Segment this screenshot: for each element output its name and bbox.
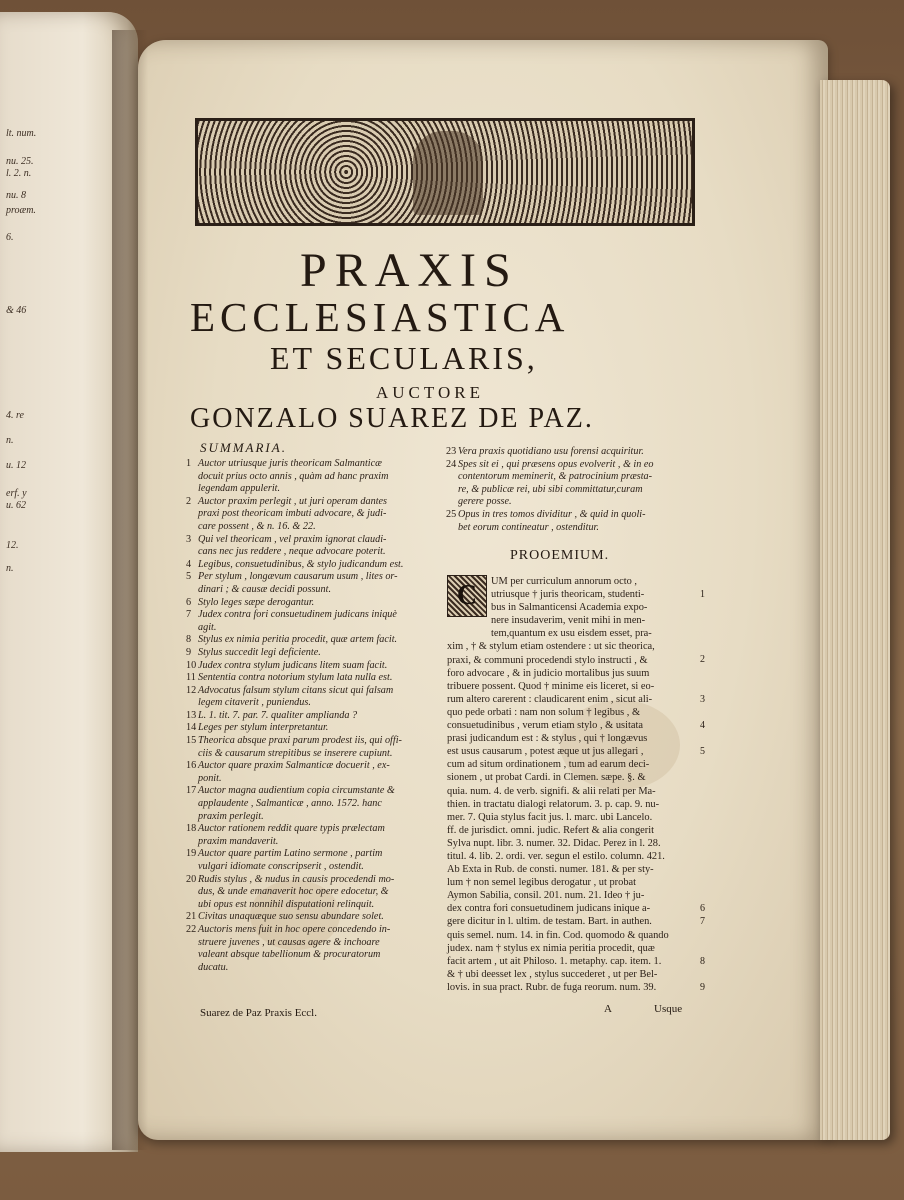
summary-line: ciis & causarum strepitibus se inserere cupiunt. (198, 747, 393, 759)
summary-number: 13 (186, 709, 197, 721)
summary-line: bet eorum contineatur , ostenditur. (458, 521, 599, 533)
prooemium-line: est usus causarum , potest æque ut jus allegari , (447, 746, 644, 758)
prooemium-line: foro advocare , & in judicio mortalibus jus suum (447, 667, 650, 679)
summary-line (446, 509, 696, 522)
summary-line: dus, & unde emanaverit hoc opere edocetur, & (198, 886, 389, 898)
margin-number (700, 667, 714, 680)
prooemium-line: sionem , ut probat Cardi. in Clemen. sæpe. §. & (447, 772, 646, 784)
summary-text: Vera praxis quotidiano usu forensi acquiritur. (458, 446, 644, 457)
prooemium-line: cum ad situm ordinationem , tum ad earum deci- (447, 759, 650, 771)
margin-number (700, 889, 714, 902)
summary-text: Opus in tres tomos dividitur , & quid in quoli- (458, 508, 646, 520)
spine-shadow (112, 30, 148, 1150)
prooemium-line: quia. num. 4. de verb. signifi. & alii relati per Ma- (447, 785, 656, 797)
prooemium-line: Ab Exta in Rub. de consti. numer. 181. & per sty- (447, 864, 654, 876)
summary-number: 22 (186, 923, 197, 935)
margin-number (700, 824, 714, 837)
summary-number: 14 (186, 722, 197, 734)
margin-number: 8 (700, 955, 705, 967)
margin-number (700, 811, 714, 824)
margin-number (700, 706, 714, 719)
signature-mark: A (604, 1003, 612, 1015)
left-page-edge-line: nu. 25. (6, 156, 34, 167)
prooemium-heading: PROOEMIUM. (510, 548, 610, 563)
prooemium-line: gere dicitur in l. ultim. de testam. Bart. in authen. (447, 916, 652, 928)
margin-number (700, 876, 714, 889)
margin-number (700, 968, 714, 981)
decorated-initial: C (447, 575, 487, 617)
margin-number: 3 (700, 693, 705, 705)
summary-line (186, 924, 436, 937)
left-page-edge-line: n. (6, 435, 14, 446)
summary-number: 3 (186, 533, 192, 545)
margin-number: 1 (700, 589, 705, 600)
summary-line: vulgari idiomate conscripserit , ostendit. (198, 861, 364, 872)
summary-text: Judex contra fori consuetudinem judicans iniquè (198, 609, 397, 621)
title-line-2: ECCLESIASTICA (190, 294, 570, 340)
summary-line (186, 672, 436, 685)
summary-number: 25 (446, 508, 457, 520)
summary-number: 2 (186, 495, 192, 507)
summary-line (186, 660, 436, 673)
margin-number: 7 (700, 916, 705, 928)
summary-line: re, & publicæ rei, ubi sibi committatur,curam (458, 483, 643, 495)
summary-text: Judex contra stylum judicans litem suam facit. (198, 659, 388, 671)
margin-number (700, 928, 714, 941)
left-page-edge-line: & 46 (6, 305, 27, 316)
summary-line: legendam appulerit. (198, 483, 281, 495)
prooemium-line: ff. de jurisdict. omni. judic. Refert & alia congerit (447, 824, 654, 836)
summary-line (186, 823, 436, 836)
running-footer: Suarez de Paz Praxis Eccl. (200, 1007, 317, 1019)
summary-line (186, 848, 436, 861)
summary-line (186, 735, 436, 748)
summary-number: 11 (186, 672, 196, 684)
margin-number (700, 837, 714, 850)
prooemium-line: mer. 7. Quia stylus facit jus. l. marc. ubi Lancelo. (447, 811, 653, 823)
summary-line (186, 571, 436, 584)
margin-number (700, 863, 714, 876)
summary-number: 4 (186, 558, 192, 570)
margin-number (700, 850, 714, 863)
prooemium-line: & † ubi deesset lex , stylus succederet , ut per Bel- (447, 968, 658, 980)
margin-number: 5 (700, 746, 705, 758)
prooemium-line: prasi judicandum est : & stylus , qui † longævus (447, 733, 648, 745)
prooemium-line: utriusque † juris theoricam, studenti- (491, 589, 645, 601)
summary-text: Auctor magna audientium copia circumstante & (198, 785, 395, 797)
summary-line: docuit prius octo annis , quàm ad hanc praxim (198, 470, 389, 482)
summary-text: Qui vel theoricam , vel praxim ignorat claudi- (198, 533, 387, 545)
left-page-edge-line: 6. (6, 232, 14, 243)
summary-text: Civitas unaquæque suo sensu abundare solet. (198, 911, 384, 923)
summary-text: L. 1. tit. 7. par. 7. qualiter amplianda ? (198, 709, 358, 721)
summaria-right-column (446, 446, 696, 534)
summary-line: care possent , & n. 16. & 22. (198, 520, 316, 532)
prooemium-line: lum † non semel legibus derogatur , ut probat (447, 877, 637, 889)
summary-text: Spes sit ei , qui præsens opus evolverit , & in eo (458, 458, 654, 470)
summary-line: contentorum meminerit, & patrocinium præsta- (458, 471, 653, 483)
prooemium-line: consuetudinibus , verum etiam stylo , & usitata (447, 720, 643, 732)
summary-line: ubi opus est nonnihil disputationi relinquit. (198, 898, 375, 910)
left-page-edge-line: proæm. (6, 205, 36, 216)
summary-line (186, 685, 436, 698)
summary-number: 15 (186, 735, 197, 747)
title-line-1: PRAXIS (300, 244, 519, 297)
summary-line: ponit. (198, 772, 222, 784)
summary-line (186, 534, 436, 547)
left-page-edge-line: lt. num. (6, 128, 37, 139)
summary-text: Auctor quare praxim Salmanticæ docuerit , ex- (198, 760, 390, 772)
summary-text: Auctoris mens fuit in hoc opere concedendo in- (198, 923, 391, 935)
summary-line: praxim mandaverit. (198, 835, 279, 847)
summary-number: 24 (446, 458, 457, 470)
left-page-edge-line: u. 62 (6, 500, 26, 511)
summary-number: 9 (186, 646, 192, 658)
margin-number: 2 (700, 654, 705, 666)
summary-line (186, 609, 436, 622)
prooemium-line: lovis. in sua pract. Rubr. de fuga reorum. num. 39. (447, 981, 657, 993)
prooemium-line: Aymon Sabilia, consil. 201. num. 21. Ideo † ju- (447, 890, 645, 902)
prooemium-line: xim , † & stylum etiam ostendere : ut sic theorica, (447, 641, 655, 653)
summaria-heading: SUMMARIA. (200, 440, 287, 455)
summary-text: Sententia contra notorium stylum lata nulla est. (198, 672, 393, 684)
summary-line (446, 446, 696, 459)
summary-line (446, 459, 696, 472)
summary-text: Stylus ex nimia peritia procedit, quæ artem facit. (198, 634, 398, 646)
left-page-edge-line: n. (6, 563, 14, 574)
summary-text: Stylo leges sæpe derogantur. (198, 596, 315, 608)
summary-line: gerere posse. (458, 496, 512, 508)
margin-number (700, 942, 714, 955)
summaria-left-column (186, 458, 436, 974)
prooemium-line: dex contra fori consuetudinem judicans inique a- (447, 903, 651, 915)
margin-number: 4 (700, 719, 705, 731)
summary-number: 17 (186, 785, 197, 797)
prooemium-line: bus in Salmanticensi Academia expo- (491, 602, 648, 614)
prooemium-line: Sylva nupt. libr. 3. numer. 32. Didac. Perez in l. 28. (447, 837, 661, 849)
summary-text: Stylus succedit legi deficiente. (198, 646, 321, 658)
summary-number: 5 (186, 571, 192, 583)
prooemium-line: quo pede orbati : nam non solum † legibus , & (447, 706, 641, 718)
prooemium-line: nere insudaverim, venit mihi in men- (491, 615, 646, 627)
margin-number (700, 758, 714, 771)
summary-line (186, 647, 436, 660)
margin-number (700, 640, 714, 653)
prooemium-line: facit artem , ut ait Philoso. 1. metaphy. cap. item. 1. (447, 955, 662, 967)
summary-text: Auctor quare partim Latino sermone , partim (198, 848, 383, 860)
prooemium-line: tribuere possent. Quod † minime eis liceret, si eo- (447, 680, 655, 692)
margin-number (700, 627, 714, 640)
summary-line: dinari ; & causæ decidi possunt. (198, 583, 331, 595)
left-page-edge-line: 4. re (6, 410, 24, 421)
prooemium-line: quis semel. num. 14. in fin. Cod. quomodo & quando (447, 929, 669, 941)
summary-text: Auctor utriusque juris theoricam Salmanticæ (198, 458, 382, 469)
summary-text: Advocatus falsum stylum citans sicut qui falsam (198, 684, 394, 696)
summary-line (186, 785, 436, 798)
margin-numbers (700, 588, 714, 1007)
summary-line: applaudente , Salmanticæ , anno. 1572. hanc (198, 798, 382, 810)
title-line-5: GONZALO SUAREZ DE PAZ. (190, 403, 594, 434)
margin-number (700, 601, 714, 614)
prooemium-line: tem,quantum ex usu eisdem esset, pra- (491, 628, 652, 640)
ornamental-headpiece (195, 118, 695, 226)
summary-text: Legibus, consuetudinibus, & stylo judicandum est. (198, 558, 404, 570)
title-line-3: ET SECULARIS, (270, 340, 538, 376)
summary-text: Theorica absque praxi parum prodest iis, qui offi- (198, 735, 402, 747)
left-page-edge-line: u. 12 (6, 460, 26, 471)
summary-number: 20 (186, 873, 197, 885)
summary-number: 12 (186, 684, 197, 696)
summary-number: 8 (186, 634, 192, 646)
summary-line: agit. (198, 621, 217, 633)
summary-line: struere juvenes , ut causas agere & inchoare (198, 936, 380, 948)
summary-number: 23 (446, 446, 457, 457)
summary-line (186, 722, 436, 735)
summary-text: Per stylum , longævum causarum usum , lites or- (198, 571, 398, 583)
summary-number: 19 (186, 848, 197, 860)
left-page-edge-line: erf. y (6, 488, 27, 499)
summary-line (186, 597, 436, 610)
summary-number: 7 (186, 609, 192, 621)
summary-text: Rudis stylus , & nudus in causis procedendi mo- (198, 873, 395, 885)
prooemium-line: praxi, & communi procedendi stylo instructi , & (447, 654, 648, 666)
summary-line (186, 911, 436, 924)
margin-number (700, 732, 714, 745)
summary-line (186, 710, 436, 723)
prooemium-line: titul. 4. lib. 2. ordi. ver. segun el estilo. column. 421. (447, 850, 665, 862)
summary-number: 21 (186, 911, 197, 923)
summary-line (186, 559, 436, 572)
margin-number: 9 (700, 981, 705, 993)
margin-number (700, 798, 714, 811)
margin-number (700, 680, 714, 693)
summary-number: 6 (186, 596, 192, 608)
prooemium-line: UM per curriculum annorum octo , (491, 576, 638, 587)
prooemium-line: thien. in tractatu dialogi relatorum. 3. p. cap. 9. nu- (447, 798, 660, 810)
summary-line: praxi post theoricam imbuti advocare, & judi- (198, 508, 387, 520)
margin-number (700, 994, 714, 1007)
title-line-4: AUCTORE (376, 383, 484, 402)
left-page-edge-line: nu. 8 (6, 190, 26, 201)
prooemium-line: rum altero carerent : claudicarent enim , sicut ali- (447, 693, 653, 705)
summary-number: 18 (186, 823, 197, 835)
left-page-edge-line: 12. (6, 540, 19, 551)
margin-number (700, 784, 714, 797)
prooemium-text (447, 575, 697, 994)
headpiece-figure (413, 131, 483, 215)
summary-text: Leges per stylum interpretantur. (198, 722, 329, 734)
summary-line: ducatu. (198, 961, 229, 973)
summary-line (186, 496, 436, 509)
summary-number: 1 (186, 458, 192, 469)
catchword: Usque (654, 1003, 683, 1015)
summary-text: Auctor rationem reddit quare typis prælectam (198, 823, 385, 835)
summary-line (186, 874, 436, 887)
page-edges (820, 80, 890, 1140)
margin-number (700, 614, 714, 627)
summary-line: praxim perlegit. (198, 810, 264, 822)
summary-line: cans nec jus reddere , neque advocare poterit. (198, 546, 386, 558)
summary-line (186, 458, 436, 471)
prooemium-line: judex. nam † stylus ex nimia peritia procedit, quæ (447, 942, 655, 954)
summary-text: Auctor praxim perlegit , ut juri operam dantes (198, 495, 388, 507)
summary-line: valeant absque tabellionum & procuratorum (198, 949, 381, 961)
summary-number: 16 (186, 760, 197, 772)
margin-number (700, 771, 714, 784)
summary-line (186, 760, 436, 773)
margin-number: 6 (700, 903, 705, 915)
summary-line: legem citaverit , puniendus. (198, 697, 311, 709)
summary-line (186, 634, 436, 647)
summary-number: 10 (186, 659, 197, 671)
left-page-edge-line: l. 2. n. (6, 168, 32, 179)
